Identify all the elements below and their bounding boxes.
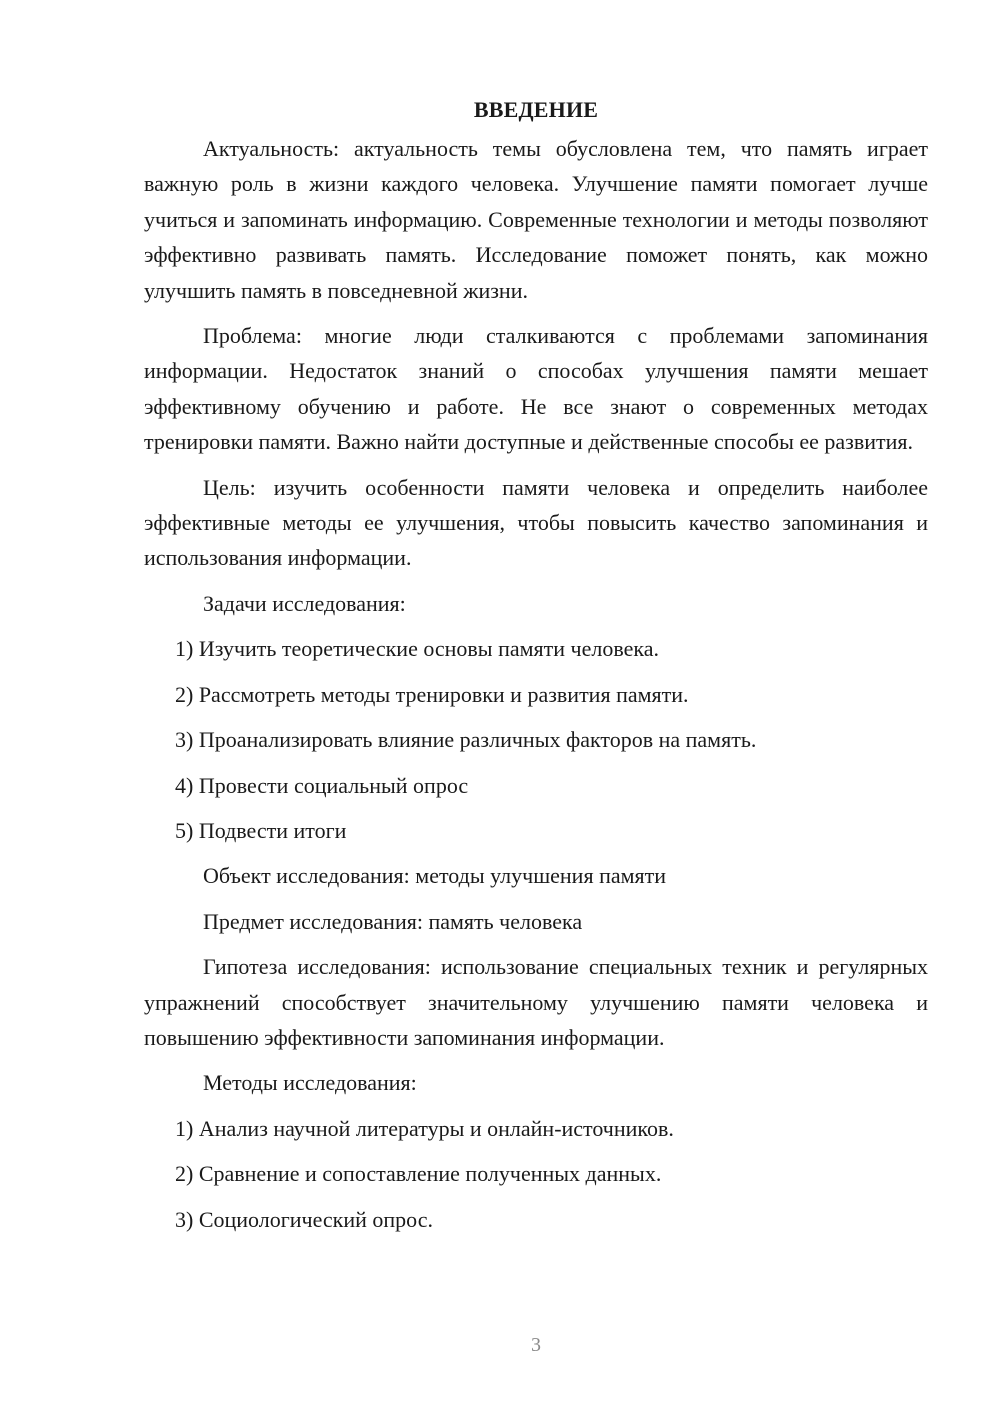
paragraph-problem: Проблема: многие люди сталкиваются с проблемами запоминания информации. Недостаток знаний о способах улучшения памяти мешает эффективному обучению и работе. Не все знают о современных методах тренировки памяти. Важно найти доступные и действенные способы ее развития. [144,323,928,455]
list-item: 2) Сравнение и сопоставление полученных данных. [175,1161,662,1187]
methods-heading: Методы исследования: [203,1070,417,1096]
list-item: 1) Изучить теоретические основы памяти человека. [175,636,659,662]
tasks-list [144,631,928,848]
list-item: 4) Провести социальный опрос [175,772,469,798]
list-item: 5) Подвести итоги [175,817,347,843]
list-item: 2) Рассмотреть методы тренировки и развития памяти. [175,681,689,707]
methods-list [144,1111,928,1237]
page-content [144,92,928,1247]
paragraph-relevance: Актуальность: актуальность темы обусловлена тем, что память играет важную роль в жизни каждого человека. Улучшение памяти помогает лучше учиться и запоминать информацию. Современные технологии и методы позволяют эффективно развивать память. Исследование поможет понять, как можно улучшить память в повседневной жизни. [144,136,928,303]
list-item: 3) Проанализировать влияние различных факторов на память. [175,727,757,753]
page-number: 3 [531,1334,541,1356]
research-object: Объект исследования: методы улучшения памяти [203,863,667,889]
paragraph-goal: Цель: изучить особенности памяти человека и определить наиболее эффективные методы ее улучшения, чтобы повысить качество запоминания и использования информации. [144,474,928,571]
paragraph-hypothesis: Гипотеза исследования: использование специальных техник и регулярных упражнений способствует значительному улучшению памяти человека и повышению эффективности запоминания информации. [144,954,928,1050]
list-item: 3) Социологический опрос. [175,1206,433,1232]
tasks-heading: Задачи исследования: [203,590,406,616]
list-item: 1) Анализ научной литературы и онлайн-источников. [175,1115,674,1141]
research-subject: Предмет исследования: память человека [203,908,583,934]
page-title: ВВЕДЕНИЕ [473,97,599,122]
